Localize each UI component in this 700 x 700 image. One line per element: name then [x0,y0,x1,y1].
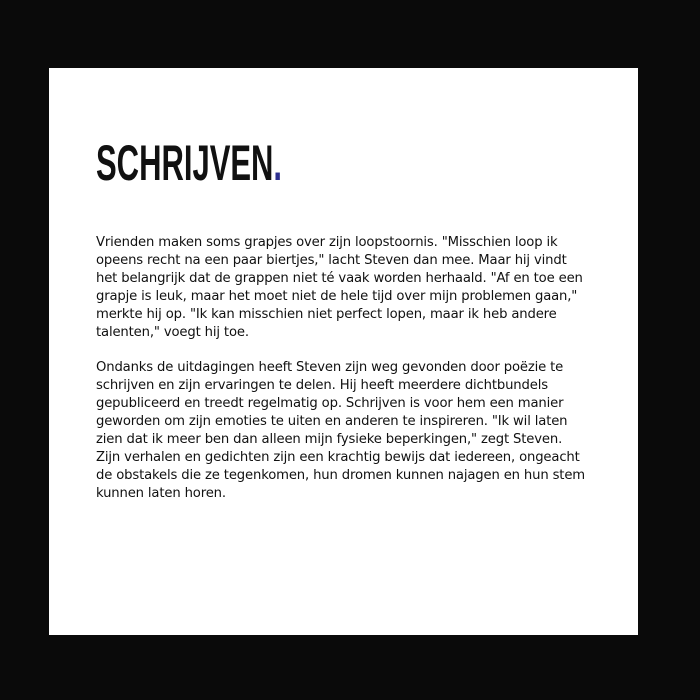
title-accent-dot: . [273,135,283,191]
paragraph-2: Ondanks de uitdagingen heeft Steven zijn weg gevonden door poëzie te schrijven en zijn ervaringen te delen. Hij heeft meerdere dichtbundels gepubliceerd en treedt regelmatig op. Schrijven is voor hem een manier geworden om zijn emoties te uiten en anderen te inspireren. "Ik wil laten zien dat ik meer ben dan alleen mijn fysieke beperkingen," zegt Steven. Zijn verhalen en gedichten zijn een krachtig bewijs dat iedereen, ongeacht de obstakels die ze tegenkomen, hun dromen kunnen najagen en hun stem kunnen laten horen. [96,360,585,501]
paragraph-1: Vrienden maken soms grapjes over zijn loopstoornis. "Misschien loop ik opeens recht na een paar biertjes," lacht Steven dan mee. Maar hij vindt het belangrijk dat de grappen niet té vaak worden herhaald. "Af en toe een grapje is leuk, maar het moet niet de hele tijd over mijn problemen gaan," merkte hij op. "Ik kan misschien niet perfect lopen, maar ik heb andere talenten," voegt hij toe. [96,235,583,340]
title-text: SCHRIJVEN [96,135,274,191]
page-title [96,135,283,191]
article-card [49,68,638,635]
article-body [96,234,586,521]
